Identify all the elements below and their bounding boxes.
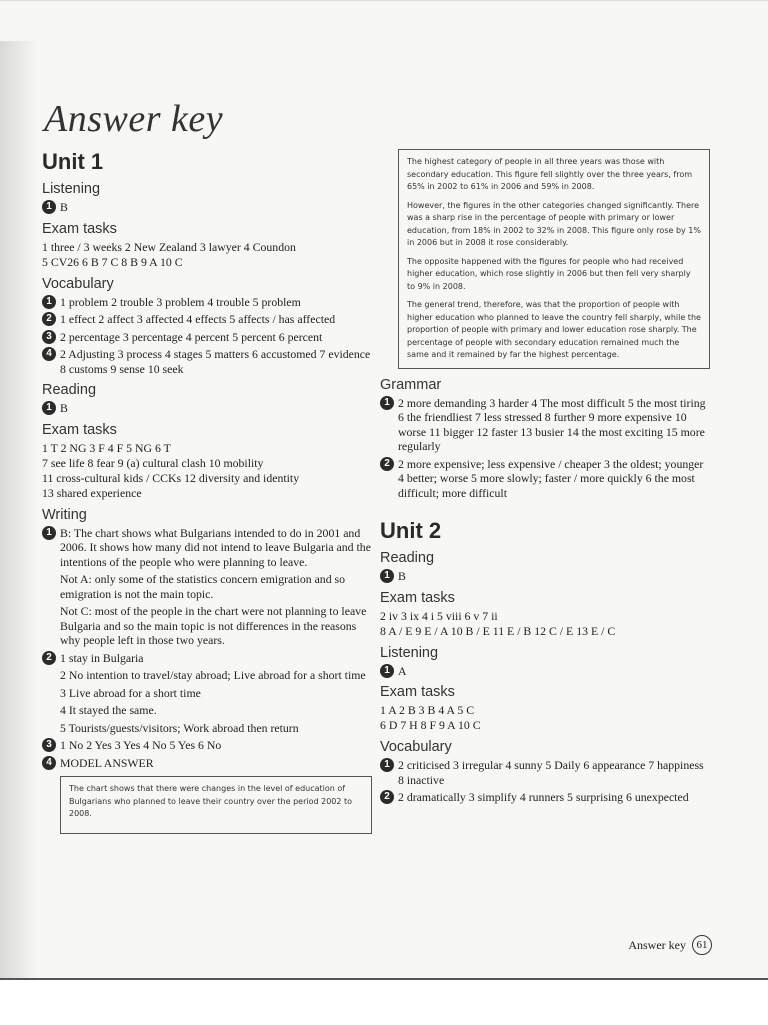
unit1-reading-exam-line1: 1 T 2 NG 3 F 4 F 5 NG 6 T bbox=[42, 440, 171, 455]
number-badge-4: 4 bbox=[42, 347, 56, 361]
page-edge-shadow bbox=[0, 41, 38, 981]
unit1-listening-exam-line2: 5 CV26 6 B 7 C 8 B 9 A 10 C bbox=[42, 254, 183, 269]
unit2-listening-exam-heading: Exam tasks bbox=[380, 684, 455, 700]
number-badge-2: 2 bbox=[380, 790, 394, 804]
number-badge-2: 2 bbox=[380, 457, 394, 471]
page-title: Answer key bbox=[44, 98, 224, 140]
model-answer-intro: The chart shows that there were changes in the level of education of Bulgarians who planned to leave their country over the period 2002 to 2008. bbox=[69, 784, 353, 818]
model-answer-para-4: The general trend, therefore, was that the proportion of people with higher education who planned to leave the country fell sharply, while the proportion of people with primary and lower education rose sharply. The percentage of people with secondary education remained much the same and it remained by far the highest percentage. bbox=[407, 300, 701, 359]
model-answer-para-2: However, the figures in the other categories changed significantly. There was a sharp rise in the percentage of people with primary or lower education, from 18% in 2002 to 32% in 2008. This figure only rose by 1% in 2006 but in 2008 it rose considerably. bbox=[407, 200, 701, 247]
model-answer-continued-box bbox=[398, 149, 710, 369]
unit1-reading-exam-line4: 13 shared experience bbox=[42, 485, 142, 500]
model-answer-para-3: The opposite happened with the figures for people who had received higher education, which rose slightly in 2006 but then fell very sharply to 9% in 2008. bbox=[407, 256, 691, 291]
number-badge-1: 1 bbox=[380, 396, 394, 410]
unit2-listening-exam-line2: 6 D 7 H 8 F 9 A 10 C bbox=[380, 718, 481, 732]
number-badge-1: 1 bbox=[380, 569, 394, 583]
unit1-writing-2-2: 2 No intention to travel/stay abroad; Live abroad for a short time bbox=[60, 668, 366, 682]
unit2-reading-heading: Reading bbox=[380, 550, 435, 566]
unit2-reading-exam-line1: 2 iv 3 ix 4 i 5 viii 6 v 7 ii bbox=[380, 608, 498, 623]
unit1-reading-exam-line3: 11 cross-cultural kids / CCKs 12 diversity and identity bbox=[42, 470, 300, 485]
number-badge-3: 3 bbox=[42, 738, 56, 752]
unit2-heading: Unit 2 bbox=[380, 518, 442, 543]
unit1-reading-answer: 1 B bbox=[42, 401, 372, 416]
unit1-writing-2-3: 3 Live abroad for a short time bbox=[60, 685, 201, 700]
unit1-vocab-2: 2 1 effect 2 affect 3 affected 4 effects 5 affects / has affected bbox=[42, 312, 372, 327]
number-badge-1: 1 bbox=[380, 758, 394, 772]
unit1-vocab-3: 3 2 percentage 3 percentage 4 percent 5 percent 6 percent bbox=[42, 330, 372, 345]
number-badge-3: 3 bbox=[42, 330, 56, 344]
unit1-writing-3: 3 1 No 2 Yes 3 Yes 4 No 5 Yes 6 No bbox=[42, 738, 372, 753]
left-column bbox=[42, 149, 372, 834]
unit1-listening-exam-line1: 1 three / 3 weeks 2 New Zealand 3 lawyer 4 Coundon bbox=[42, 239, 296, 254]
unit1-vocab-1: 1 1 problem 2 trouble 3 problem 4 trouble 5 problem bbox=[42, 295, 372, 310]
number-badge-4: 4 bbox=[42, 756, 56, 770]
unit1-listening-answer: 1 B bbox=[42, 200, 372, 215]
unit2-vocab-heading: Vocabulary bbox=[380, 739, 452, 755]
unit1-writing-not-c: Not C: most of the people in the chart were not planning to leave Bulgaria and so the main topic is not differences in the reasons why people left in those two years. bbox=[60, 604, 367, 647]
unit1-reading-exam-line2: 7 see life 8 fear 9 (a) cultural clash 10 mobility bbox=[42, 455, 264, 470]
model-answer-box bbox=[60, 776, 372, 834]
unit1-writing-2-4: 4 It stayed the same. bbox=[60, 703, 157, 717]
unit2-reading-exam-line2: 8 A / E 9 E / A 10 B / E 11 E / B 12 C / E 13 E / C bbox=[380, 623, 616, 638]
number-badge-1: 1 bbox=[380, 664, 394, 678]
unit2-vocab-2: 2 2 dramatically 3 simplify 4 runners 5 surprising 6 unexpected bbox=[380, 790, 710, 805]
grammar-heading: Grammar bbox=[380, 376, 442, 393]
unit1-vocab-heading: Vocabulary bbox=[42, 275, 114, 292]
number-badge-2: 2 bbox=[42, 651, 56, 665]
page-footer bbox=[628, 935, 712, 955]
footer-label: Answer key bbox=[628, 937, 686, 952]
unit1-vocab-4: 4 2 Adjusting 3 process 4 stages 5 matters 6 accustomed 7 evidence 8 customs 9 sense 10 seek bbox=[42, 347, 372, 376]
number-badge-1: 1 bbox=[42, 401, 56, 415]
unit1-writing-1: 1 B: The chart shows what Bulgarians intended to do in 2001 and 2006. It shows how many did not intend to leave Bulgaria and the intentions of the people who were planning to leave. bbox=[42, 526, 372, 570]
unit1-writing-4: 4 MODEL ANSWER bbox=[42, 756, 372, 771]
unit1-listening-heading: Listening bbox=[42, 181, 101, 197]
unit1-writing-not-a: Not A: only some of the statistics concern emigration and so emigration is not the main topic. bbox=[60, 572, 346, 601]
model-answer-para-1: The highest category of people in all three years was those with secondary education. This figure fell slightly over the three years, from 65% in 2002 to 61% in 2006 and 59% in 2008. bbox=[407, 157, 693, 191]
grammar-2: 2 2 more expensive; less expensive / cheaper 3 the oldest; younger 4 better; worse 5 more slowly; faster / more quickly 6 the most difficult; more difficult bbox=[380, 457, 710, 501]
page-number: 61 bbox=[692, 935, 712, 955]
unit1-writing-2: 2 1 stay in Bulgaria bbox=[42, 651, 372, 666]
number-badge-1: 1 bbox=[42, 526, 56, 540]
unit1-reading-exam-heading: Exam tasks bbox=[42, 421, 117, 438]
number-badge-2: 2 bbox=[42, 312, 56, 326]
unit2-listening-exam-line1: 1 A 2 B 3 B 4 A 5 C bbox=[380, 703, 475, 717]
unit2-listening-answer: 1 A bbox=[380, 664, 710, 679]
unit1-writing-heading: Writing bbox=[42, 506, 87, 523]
unit1-heading: Unit 1 bbox=[42, 149, 104, 174]
unit2-reading-answer: 1 B bbox=[380, 569, 710, 584]
number-badge-1: 1 bbox=[42, 200, 56, 214]
unit2-vocab-1: 1 2 criticised 3 irregular 4 sunny 5 Daily 6 appearance 7 happiness 8 inactive bbox=[380, 758, 710, 787]
unit2-listening-heading: Listening bbox=[380, 644, 439, 661]
unit1-listening-exam-heading: Exam tasks bbox=[42, 220, 117, 237]
right-column bbox=[380, 149, 710, 808]
unit1-writing-2-5: 5 Tourists/guests/visitors; Work abroad then return bbox=[60, 720, 299, 735]
grammar-1: 1 2 more demanding 3 harder 4 The most difficult 5 the most tiring 6 the friendliest 7 less stressed 8 further 9 more expensive 10 worse 11 bigger 12 faster 13 busier 14 the most exciting 15 more regularly bbox=[380, 396, 710, 454]
page-bottom-margin bbox=[0, 980, 768, 1025]
unit1-reading-heading: Reading bbox=[42, 382, 97, 398]
unit2-reading-exam-heading: Exam tasks bbox=[380, 589, 455, 606]
number-badge-1: 1 bbox=[42, 295, 56, 309]
